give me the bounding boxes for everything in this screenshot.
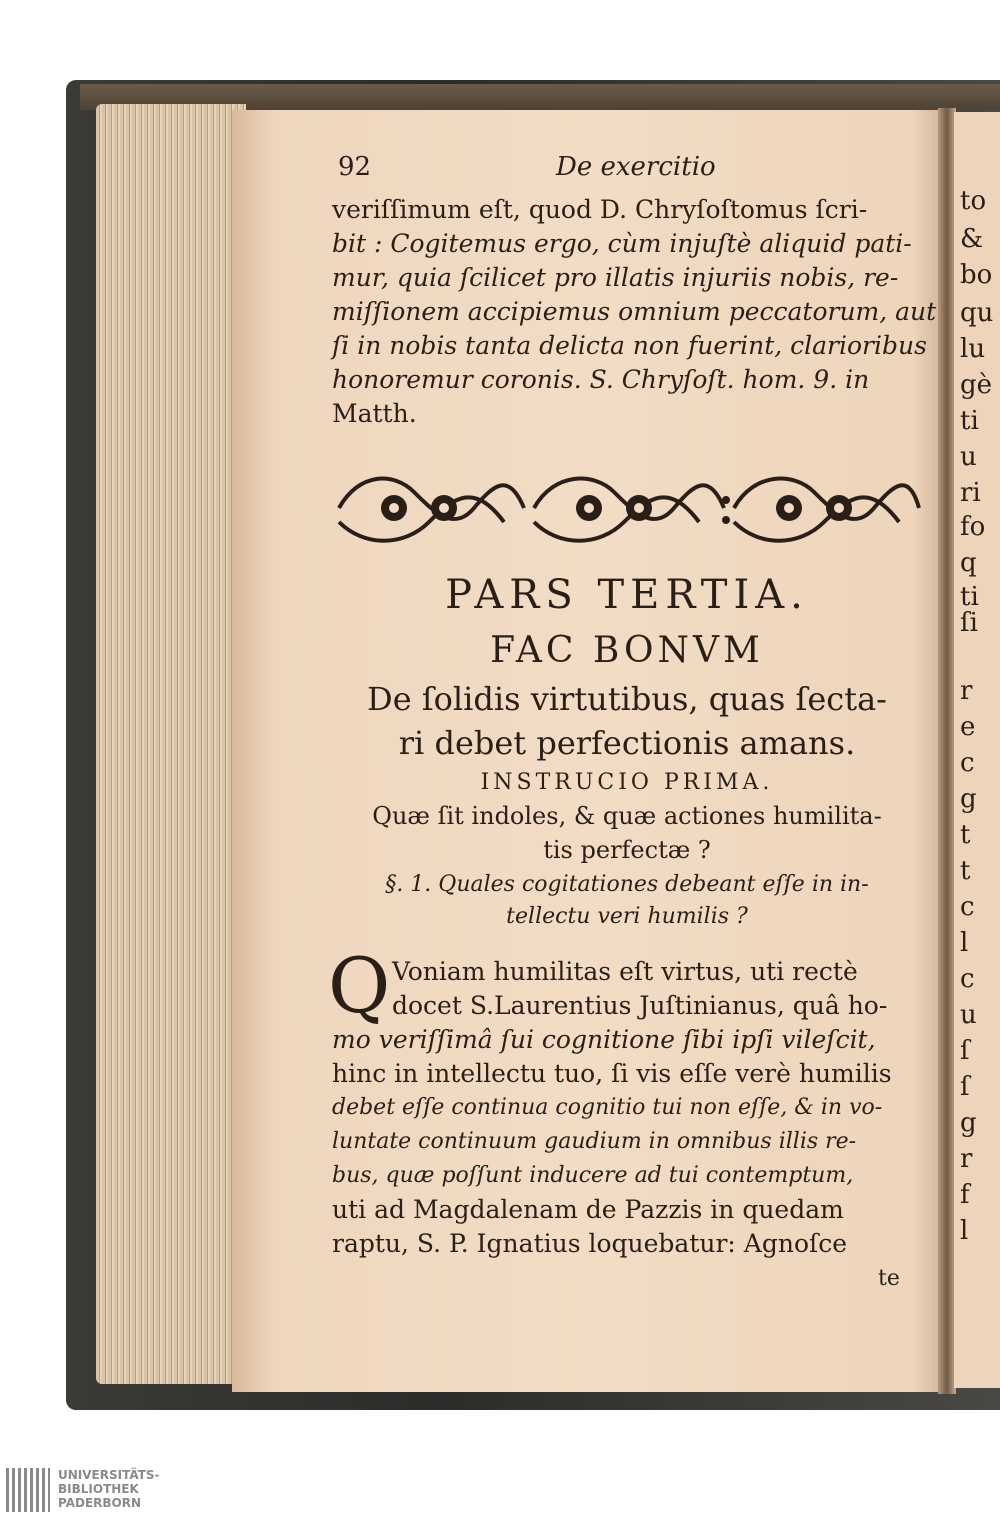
body-line: docet S.Laurentius Juſtinianus, quâ ho- — [392, 991, 888, 1020]
fragment-text: ti — [960, 582, 979, 612]
fragment-text: u — [960, 1000, 977, 1030]
fragment-text: qu — [960, 298, 994, 328]
page-number: 92 — [338, 152, 372, 182]
text-line: mur, quia ſcilicet pro illatis injuriis nobis, re- — [332, 263, 899, 292]
drop-cap: Q — [328, 941, 391, 1030]
fragment-text: to — [960, 186, 987, 216]
fragment-text: g — [960, 1108, 977, 1138]
fragment-text: bo — [960, 260, 993, 290]
page-edges — [96, 104, 246, 1384]
instruction-heading: INSTRUCIO PRIMA. — [480, 770, 774, 795]
fragment-text: gè — [960, 370, 993, 400]
body-line: debet eſſe continua cognitio tui non eſſe, & in vo- — [332, 1095, 883, 1120]
body-line: Voniam humilitas eſt virtus, uti rectè — [392, 957, 858, 986]
body-line: mo veriſſimâ ſui cognitione ſibi ipſi vileſcit, — [332, 1025, 876, 1054]
fragment-text: ri — [960, 478, 981, 508]
fragment-text: q — [960, 548, 977, 578]
question-line: Quæ ſit indoles, & quæ actiones humilita- — [372, 802, 882, 830]
library-logo-text: UNIVERSITÄTS- BIBLIOTHEK PADERBORN — [58, 1468, 160, 1510]
section-heading: §. 1. Quales cogitationes debeant eſſe in in- — [385, 872, 869, 897]
fragment-text: & — [960, 224, 984, 254]
fragment-text: lu — [960, 334, 986, 364]
left-page — [232, 110, 948, 1392]
text-line: Matth. — [332, 399, 417, 428]
library-logo-icon — [6, 1468, 50, 1512]
subtitle-line: De ſolidis virtutibus, quas ſecta- — [367, 680, 887, 718]
running-head: De exercitio — [556, 152, 716, 182]
body-line: uti ad Magdalenam de Pazzis in quedam — [332, 1195, 844, 1224]
fragment-text: l — [960, 928, 969, 958]
body-line: luntate continuum gaudium in omnibus illis re- — [332, 1129, 857, 1154]
fragment-text: r — [960, 676, 973, 706]
question-line: tis perfectæ ? — [543, 836, 711, 864]
fragment-text: u — [960, 442, 977, 472]
facing-page-fragment — [954, 112, 1000, 1388]
fragment-text: c — [960, 748, 975, 778]
page-header — [338, 152, 738, 186]
fragment-text: r — [960, 1144, 973, 1174]
text-line: veriſſimum eſt, quod D. Chryſoſtomus ſcri- — [332, 195, 868, 224]
motto-heading: FAC BONVM — [490, 630, 764, 671]
part-title: PARS TERTIA. — [445, 572, 809, 618]
fragment-text: ti — [960, 406, 979, 436]
subtitle-line: ri debet perfectionis amans. — [398, 724, 856, 762]
library-footer — [0, 1460, 1000, 1518]
fragment-text: g — [960, 784, 977, 814]
catchword: te — [878, 1266, 900, 1291]
body-line: raptu, S. P. Ignatius loquebatur: Agnoſce — [332, 1229, 848, 1258]
fragment-text: t — [960, 820, 971, 850]
fragment-text: fo — [960, 512, 986, 542]
body-line: bus, quæ poſſunt inducere ad tui contemptum, — [332, 1163, 854, 1188]
text-line: ſi in nobis tanta delicta non fuerint, clarioribus — [332, 331, 927, 360]
fragment-text: ſ — [960, 1036, 970, 1066]
section-heading: tellectu veri humilis ? — [506, 904, 748, 929]
text-line: bit : Cogitemus ergo, cùm injuſtè aliquid pati- — [332, 229, 912, 258]
fragment-text: c — [960, 892, 975, 922]
text-line: honoremur coronis. S. Chryſoſt. hom. 9. in — [332, 365, 870, 394]
fragment-text: f — [960, 1180, 970, 1210]
fragment-text: t — [960, 856, 971, 886]
fragment-text: ſ — [960, 1072, 970, 1102]
fragment-text: ſi — [960, 608, 978, 638]
fragment-text: e — [960, 712, 976, 742]
fragment-text: l — [960, 1216, 969, 1246]
floral-ornament-band — [334, 462, 924, 554]
text-line: miſſionem accipiemus omnium peccatorum, aut — [332, 297, 937, 326]
body-line: hinc in intellectu tuo, ſi vis eſſe verè humilis — [332, 1059, 892, 1088]
fragment-text: c — [960, 964, 975, 994]
